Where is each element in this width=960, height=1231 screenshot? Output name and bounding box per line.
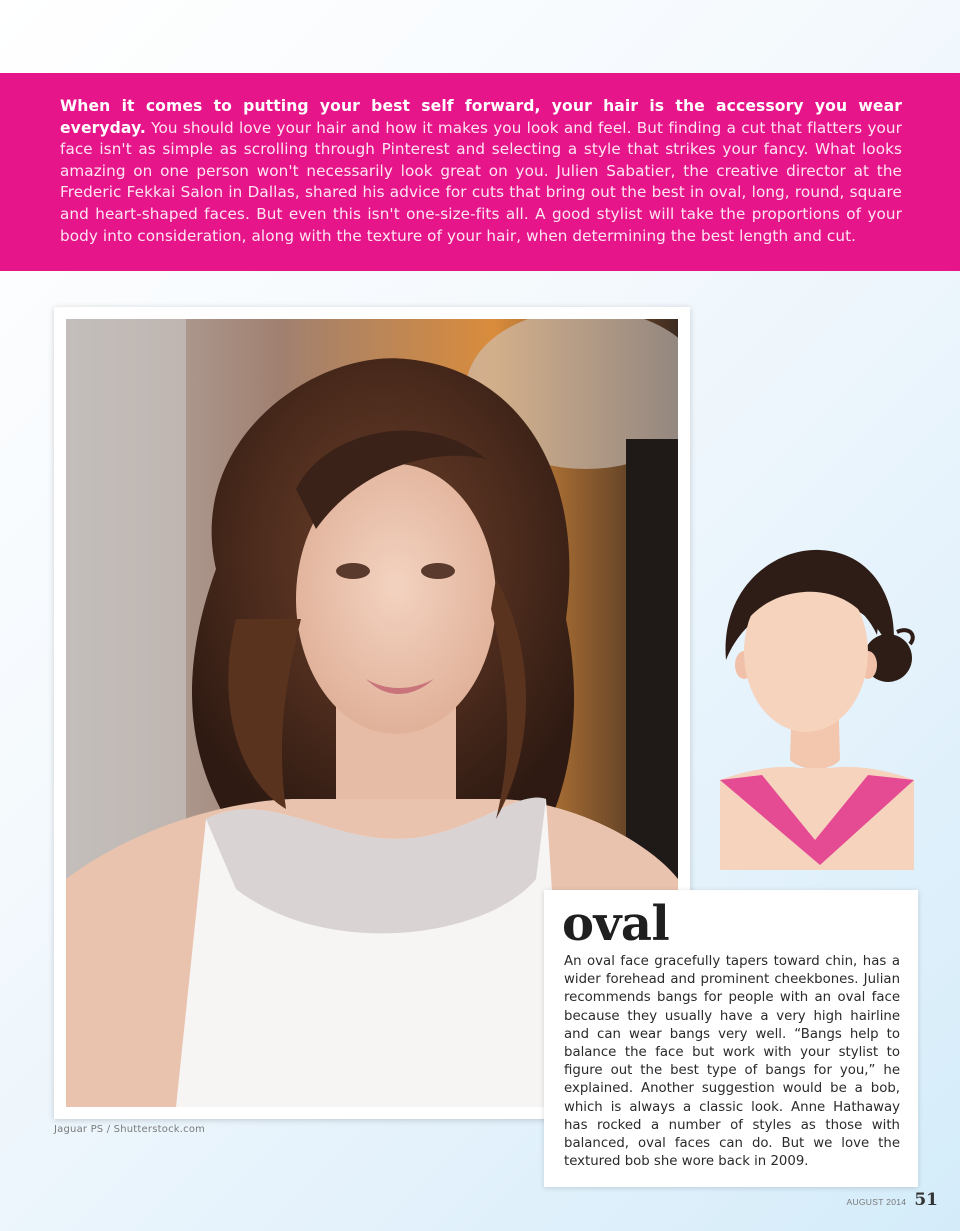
intro-lead: When it comes to putting your best self forward, your hair is the accessory you wear everyday. bbox=[60, 97, 902, 137]
page-footer bbox=[846, 1190, 938, 1210]
oval-face-woman-illustration bbox=[712, 540, 922, 870]
intro-paragraph bbox=[60, 96, 902, 247]
photo-credit: Jaguar PS / Shutterstock.com bbox=[54, 1124, 206, 1135]
page-number: 51 bbox=[914, 1190, 938, 1210]
article-box bbox=[544, 890, 918, 1187]
article-title: oval bbox=[562, 896, 670, 952]
issue-date: AUGUST 2014 bbox=[846, 1197, 907, 1207]
article-body: An oval face gracefully tapers toward chin, has a wider forehead and prominent cheekbones. Julian recommends bangs for people with an oval face because they usually have a very high hairline and can wear bangs very well. “Bangs help to balance the face but work with your stylist to figure out the best type of bangs for you,” he explained. Another suggestion would be a bob, which is always a classic look. Anne Hathaway has rocked a number of styles as those with balanced, oval faces can do. But we love the textured bob she wore back in 2009. bbox=[564, 954, 900, 1170]
intro-body: You should love your hair and how it makes you look and feel. But finding a cut that flatters your face isn't as simple as scrolling through Pinterest and selecting a style that strikes your fancy. What looks amazing on one person won't necessarily look great on you. Julien Sabatier, the creative director at the Frederic Fekkai Salon in Dallas, shared his advice for cuts that bring out the best in oval, long, round, square and heart-shaped faces. But even this isn't one-size-fits all. A good stylist will take the proportions of your body into consideration, along with the texture of your hair, when determining the best length and cut. bbox=[60, 118, 902, 245]
